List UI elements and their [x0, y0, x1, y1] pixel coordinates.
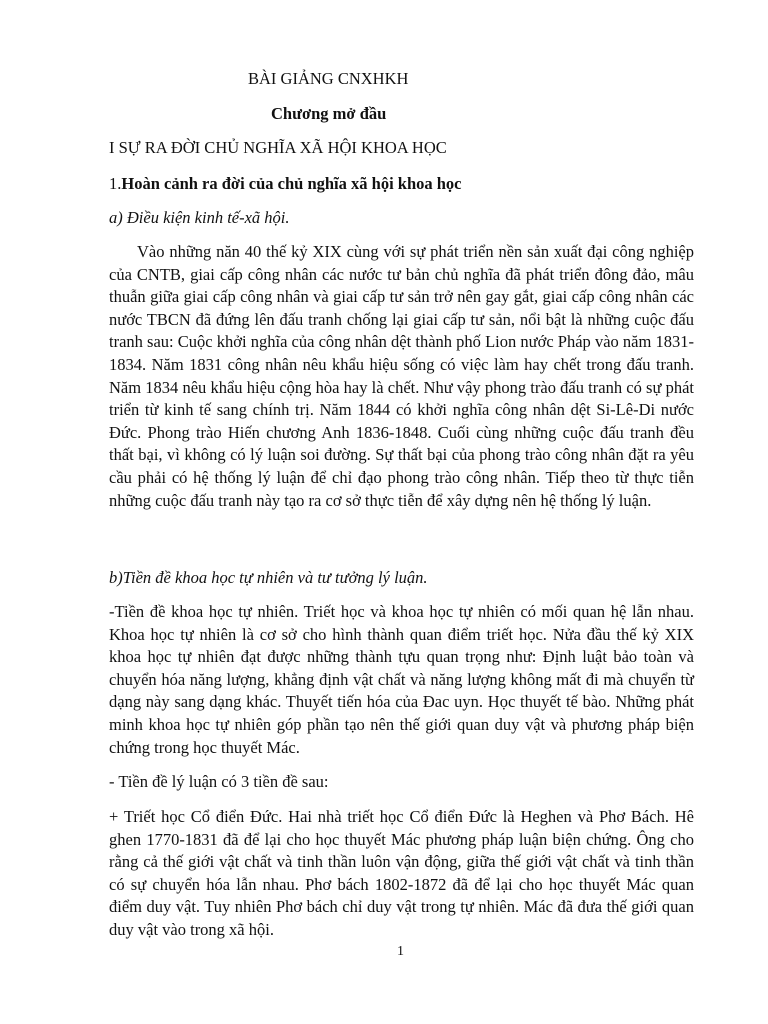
subsection-heading	[109, 173, 462, 196]
subsection-title: Hoàn cảnh ra đời của chủ nghĩa xã hội khoa học	[121, 174, 462, 193]
chapter-heading: Chương mở đầu	[271, 104, 387, 123]
document-title: BÀI GIẢNG CNXHKH	[248, 69, 409, 88]
subsection-number: 1.	[109, 174, 122, 193]
paragraph-economic-conditions: Vào những năn 40 thế kỷ XIX cùng với sự phát triển nền sản xuất đại công nghiệp của CNTB, giai cấp công nhân các nước tư bản chủ nghĩa đã phát triển đông đảo, mâu thuẫn giữa giai cấp công nhân và giai cấp tư sản trở nên gay gắt, giai cấp công nhân các nước TBCN đã đứng lên đấu tranh chống lại giai cấp tư sản, nổi bật là những cuộc đấu tranh sau: Cuộc khởi nghĩa của công nhân dệt thành phố Lion nước Pháp vào năm 1831-1834. Năm 1831 công nhân nêu khẩu hiệu sống có việc làm hay chết trong đấu tranh. Năm 1834 nêu khẩu hiệu cộng hòa hay là chết. Như vậy phong trào đấu tranh có sự phát triển từ kinh tế sang chính trị. Năm 1844 có khởi nghĩa công nhân dệt Si-Lê-Di nước Đức. Phong trào Hiến chương Anh 1836-1848. Cuối cùng những cuộc đấu tranh đều thất bại, vì không có lý luận soi đường. Sự thất bại của phong trào công nhân đặt ra yêu cầu phải có hệ thống lý luận để chỉ đạo phong trào công nhân. Tiếp theo từ thực tiễn những cuộc đấu tranh này tạo ra cơ sở thực tiễn để xây dựng nên hệ thống lý luận.	[109, 242, 694, 510]
subheading-a: a) Điều kiện kinh tế-xã hội.	[109, 208, 290, 227]
page-number: 1	[397, 944, 404, 959]
paragraph-natural-science: -Tiền đề khoa học tự nhiên. Triết học và khoa học tự nhiên có mối quan hệ lẫn nhau. Khoa học tự nhiên là cơ sở cho hình thành quan điểm triết học. Nửa đầu thế kỷ XIX khoa học tự nhiên đạt được những thành tựu quan trọng như: Định luật bảo toàn và chuyển hóa năng lượng, khẳng định vật chất và năng lượng không mất đi mà chuyển từ dạng này sang dạng khác. Thuyết tiến hóa của Đac uyn. Học thuyết tế bào. Những phát minh khoa học tự nhiên góp phần tạo nên thế giới quan duy vật và phương pháp biện chứng trong học thuyết Mác.	[109, 602, 694, 757]
paragraph-theory-premises: - Tiền đề lý luận có 3 tiền đề sau:	[109, 772, 329, 791]
paragraph-german-philosophy: + Triết học Cổ điển Đức. Hai nhà triết học Cổ điển Đức là Heghen và Phơ Bách. Hê ghen 1770-1831 đã để lại cho học thuyết Mác phương pháp luận biện chứng. Ông cho rằng cả thế giới vật chất và tinh thần luôn vận động, giữa thế giới vật chất và tinh thần có sự chuyển hóa lẫn nhau. Phơ bách 1802-1872 đã để lại cho học thuyết Mác quan điểm duy vật. Tuy nhiên Phơ bách chỉ duy vật trong tự nhiên. Mác đã đưa thế giới quan duy vật vào trong xã hội.	[109, 807, 694, 939]
section-heading: I SỰ RA ĐỜI CHỦ NGHĨA XÃ HỘI KHOA HỌC	[109, 138, 447, 157]
subheading-b: b)Tiền đề khoa học tự nhiên và tư tưởng lý luận.	[109, 568, 428, 587]
